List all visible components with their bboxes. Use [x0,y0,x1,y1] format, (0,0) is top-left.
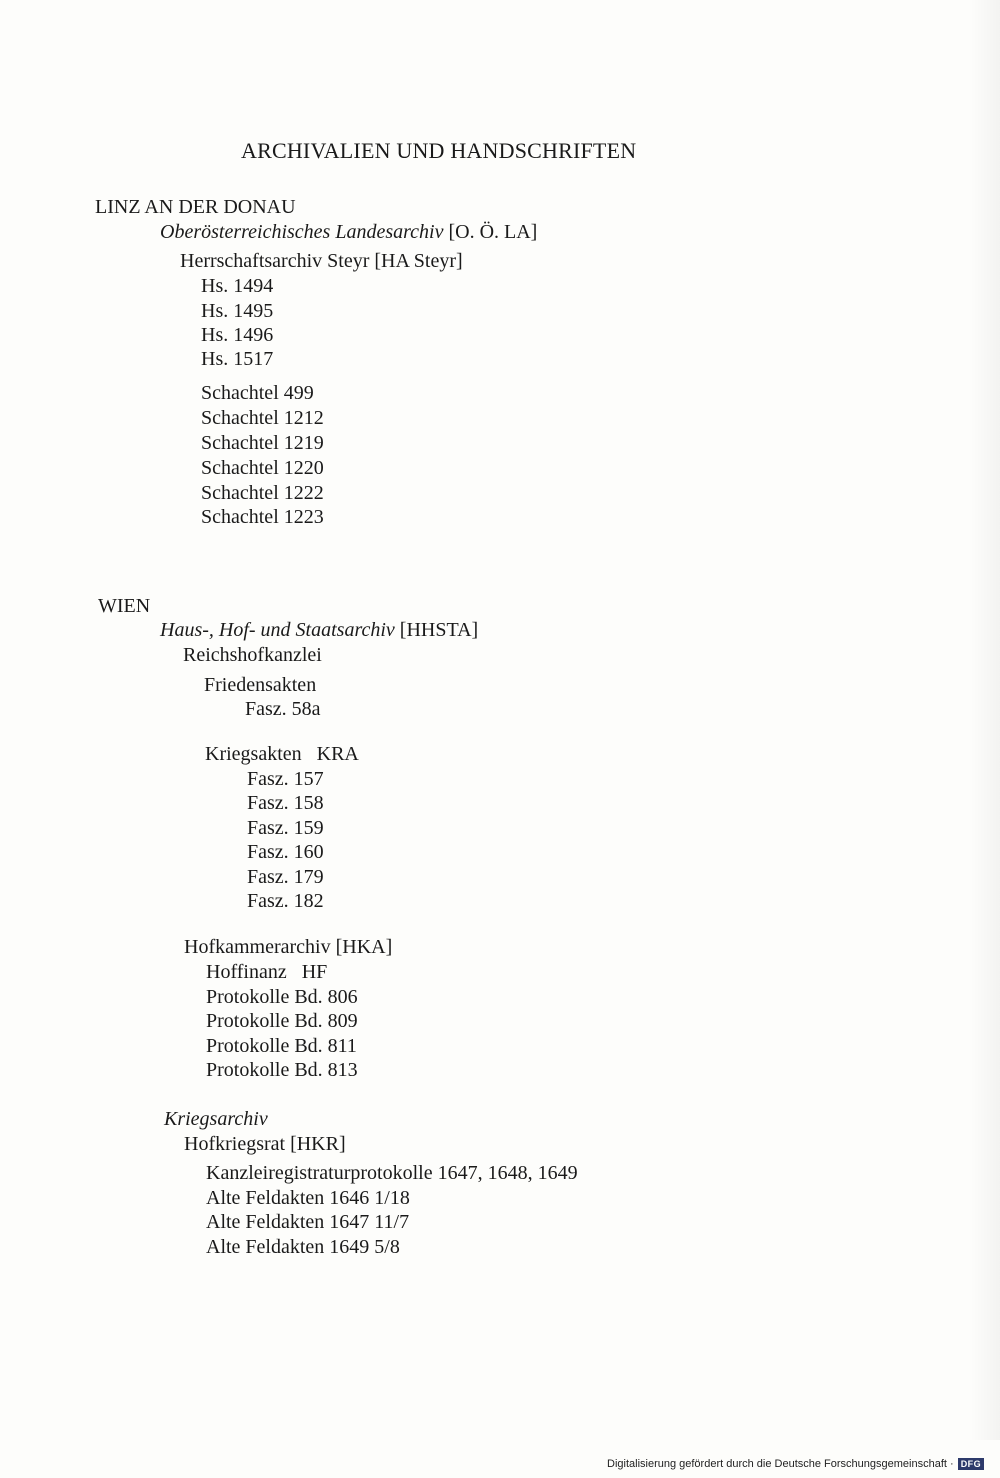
list-item: Alte Feldakten 1649 5/8 [206,1236,400,1258]
list-item: Fasz. 182 [247,890,324,912]
archive-heading-kriegsarchiv: Kriegsarchiv [164,1108,268,1130]
archive-heading-hhsta [160,618,478,642]
dfg-logo-icon: DFG [958,1458,985,1470]
list-item: Schachtel 1222 [201,482,324,504]
footer-text: Digitalisierung gefördert durch die Deutsche Forschungsgemeinschaft · [607,1458,954,1470]
page-edge-shadow [970,0,1000,1440]
list-item: Schachtel 1219 [201,432,324,454]
archive-name: Haus-, Hof- und Staatsarchiv [160,619,395,641]
archive-heading-landesarchiv [160,220,537,244]
section-heading-hofkriegsrat: Hofkriegsrat [HKR] [184,1133,346,1155]
list-item: Kanzleiregistraturprotokolle 1647, 1648, 1649 [206,1162,578,1184]
list-item: Alte Feldakten 1646 1/18 [206,1187,410,1209]
list-item: Protokolle Bd. 809 [206,1010,358,1032]
subsection-heading-friedensakten: Friedensakten [204,674,317,696]
subarchive-heading: Herrschaftsarchiv Steyr [HA Steyr] [180,250,463,272]
list-item: Fasz. 58a [245,698,321,720]
list-item: Hs. 1496 [201,324,274,346]
archive-abbr: [O. Ö. LA] [448,221,538,243]
list-item: Schachtel 1220 [201,457,324,479]
section-heading-hofkammerarchiv: Hofkammerarchiv [HKA] [184,936,393,958]
list-item: Fasz. 157 [247,768,324,790]
city-heading-linz: LINZ AN DER DONAU [95,196,296,218]
list-item: Protokolle Bd. 806 [206,986,358,1008]
list-item: Schachtel 499 [201,382,314,404]
list-item: Hs. 1495 [201,300,274,322]
list-item: Schachtel 1223 [201,506,324,528]
archive-name: Oberösterreichisches Landesarchiv [160,221,444,243]
list-item: Protokolle Bd. 811 [206,1035,357,1057]
list-item: Hoffinanz HF [206,961,328,983]
list-item: Protokolle Bd. 813 [206,1059,358,1081]
list-item: Hs. 1494 [201,275,274,297]
subsection-heading-kriegsakten: Kriegsakten KRA [205,743,359,765]
list-item: Fasz. 158 [247,792,324,814]
list-item: Fasz. 159 [247,817,324,839]
list-item: Alte Feldakten 1647 11/7 [206,1211,410,1233]
archive-abbr: [HHSTA] [399,619,479,641]
section-heading-reichshofkanzlei: Reichshofkanzlei [183,644,322,666]
page-title: ARCHIVALIEN UND HANDSCHRIFTEN [241,138,637,163]
list-item: Hs. 1517 [201,348,274,370]
list-item: Schachtel 1212 [201,407,324,429]
digitization-footer [607,1458,984,1470]
city-heading-wien: WIEN [98,595,151,617]
list-item: Fasz. 179 [247,866,324,888]
list-item: Fasz. 160 [247,841,324,863]
